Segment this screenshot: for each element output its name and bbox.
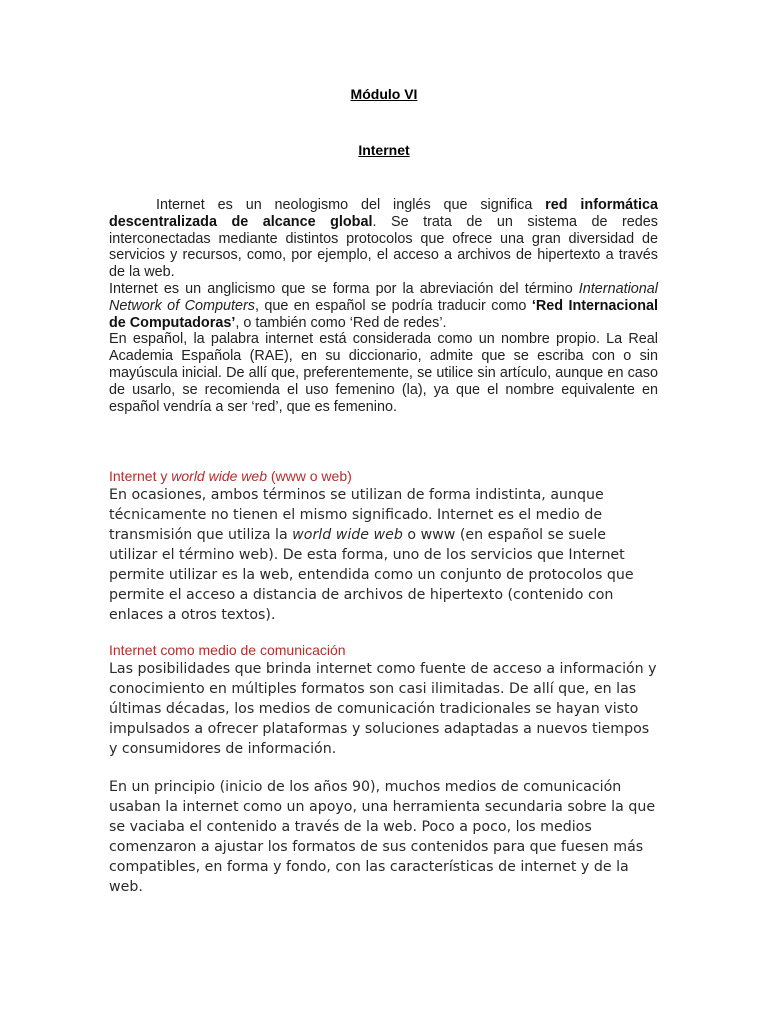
intro-p2-italic: International Network of Computers [109, 280, 658, 314]
heading-www-italic: world wide web [171, 468, 267, 484]
intro-p1-end: . Se trata de un sistema de redes interconectadas mediante distintos protocolos que ofrece una gran diversidad de servicios y recursos, como, por ejemplo, el acceso a archivos de hipertexto a través de la web. [109, 213, 658, 281]
intro-p2-start: Internet es un anglicismo que se forma por la abreviación del término [109, 280, 579, 297]
heading-www-start: Internet y [109, 468, 172, 484]
intro-p2-bold: ‘Red Internacional de Computadoras’ [109, 297, 659, 331]
intro-p1-start: Internet es un neologismo del inglés que significa [156, 197, 546, 213]
intro-p1-bold: red informática descentralizada de alcance global [109, 197, 658, 230]
medio-paragraph-2: En un principio (inicio de los años 90), muchos medios de comunicación usaban la internet como un apoyo, una herramienta secundaria sobre la que se vaciaba el contenido a través de la web. Poco a poco, los medios comenzaron a ajustar los formatos de sus contenidos para que fuesen más compatibles, en forma y fondo, con las características de internet y de la web. [109, 779, 656, 895]
section-body-www [109, 485, 657, 625]
intro-paragraph-3: En español, la palabra internet está considerada como un nombre propio. La Real Academia Española (RAE), en su diccionario, admite que se escriba con o sin mayúscula inicial. De allí que, preferentemente, se utilice sin artículo, aunque en caso de usarlo, se recomienda el uso femenino (la), ya que el nombre equivalente en español vendría a ser ‘red’, que es femenino. [109, 331, 658, 415]
heading-www-end: (www o web) [266, 468, 352, 484]
section-body-medio-1 [109, 659, 657, 759]
intro-paragraph-2 [109, 281, 658, 331]
section-heading-www [109, 468, 352, 484]
medio-paragraph-1: Las posibilidades que brinda internet como fuente de acceso a información y conocimiento en múltiples formatos son casi ilimitadas. De allí que, en las últimas décadas, los medios de comunicación tradicionales se hayan visto impulsados a ofrecer plataformas y soluciones adaptadas a nuevos tiempos y consumidores de información. [109, 661, 657, 757]
topic-title: Internet [358, 142, 410, 158]
www-body-end: o www (en español se suele utilizar el término web). De esta forma, uno de los servicios que Internet permite utilizar es la web, entendida como un conjunto de protocolos que permite el acceso a distancia de archivos de hipertexto (contenido con enlaces a otros textos). [109, 527, 634, 623]
intro-p2-mid: , que en español se podría traducir como [254, 297, 532, 314]
www-paragraph [109, 485, 657, 625]
intro-p2-end: , o también como ‘Red de redes’. [235, 314, 447, 331]
module-title: Módulo VI [350, 86, 418, 102]
intro-paragraph-1 [109, 197, 658, 281]
www-body-italic: world wide web [292, 527, 403, 543]
section-body-medio-2 [109, 777, 657, 897]
intro-section [109, 197, 658, 415]
section-heading-medio: Internet como medio de comunicación [109, 642, 346, 658]
www-body-start: En ocasiones, ambos términos se utilizan de forma indistinta, aunque técnicamente no tienen el mismo significado. Internet es el medio de transmisión que utiliza la [109, 487, 604, 543]
